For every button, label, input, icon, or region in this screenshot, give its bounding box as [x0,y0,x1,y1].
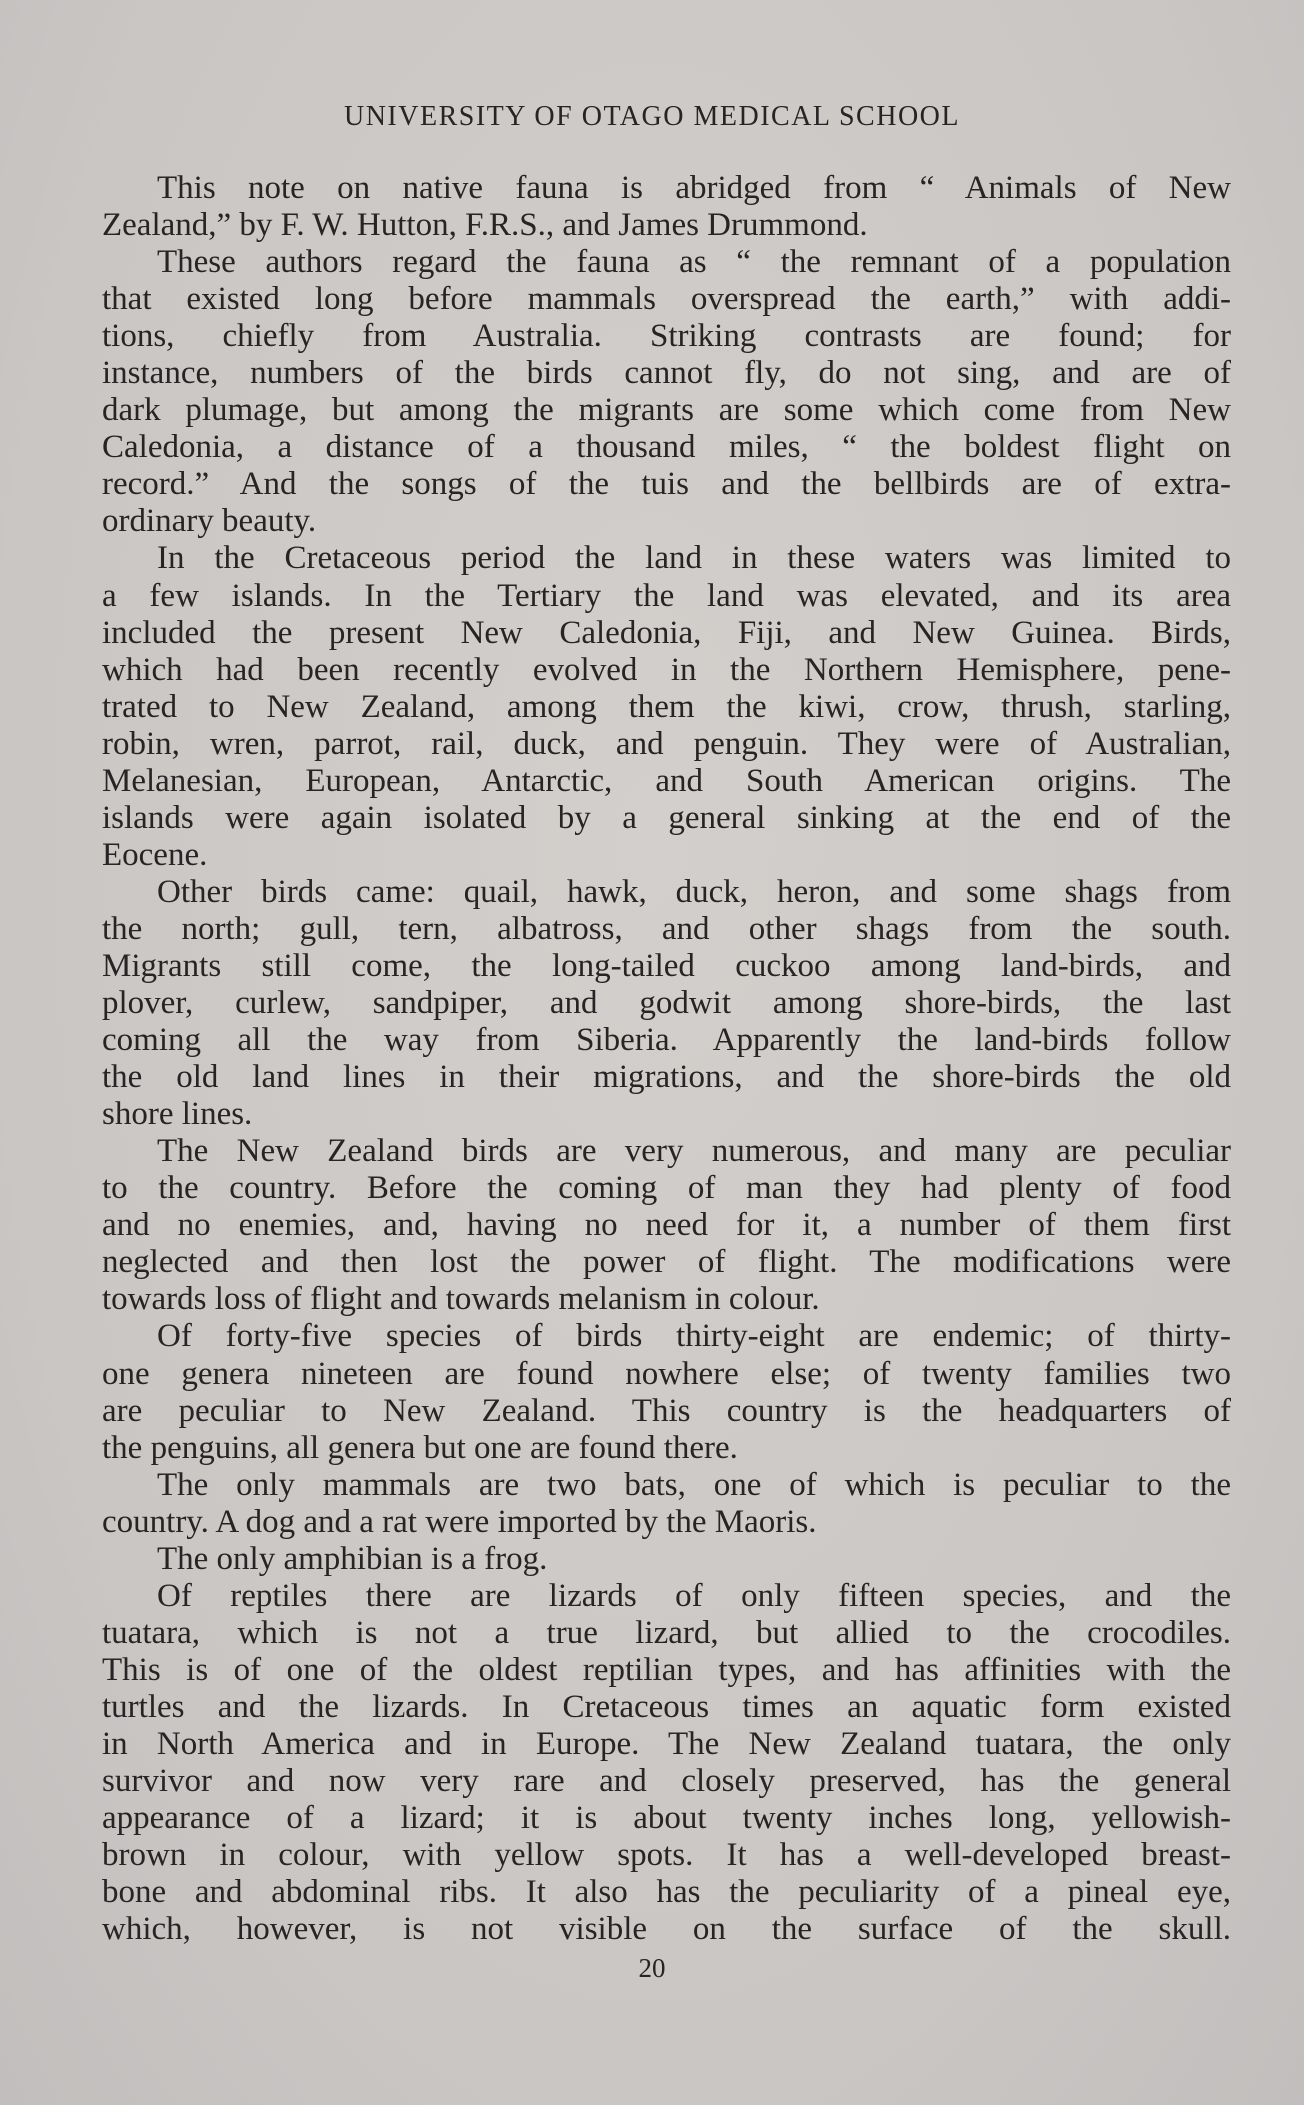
text-line: tions, chiefly from Australia. Striking contrasts are found; for [102,318,1231,355]
paragraph [102,540,1231,873]
text-line: The only amphibian is a frog. [157,1540,548,1577]
text-line: are peculiar to New Zealand. This country is the headquarters of [102,1392,1231,1429]
text-line: the old land lines in their migrations, and the shore-birds the old [102,1059,1231,1096]
text-line: The New Zealand birds are very numerous, and many are peculiar [157,1133,1231,1170]
text-line: Eocene. [102,836,208,873]
text-line: included the present New Caledonia, Fiji, and New Guinea. Birds, [102,614,1231,651]
text-line: Melanesian, European, Antarctic, and South American origins. The [102,762,1231,799]
text-line: In the Cretaceous period the land in these waters was limited to [157,540,1231,577]
paragraph [102,170,1231,244]
text-line: ordinary beauty. [102,503,317,540]
page-number: 20 [638,1953,666,1983]
text-line: turtles and the lizards. In Cretaceous times an aquatic form existed [102,1688,1231,1725]
paragraph [102,1133,1231,1318]
body-text [102,170,1231,1948]
text-line: trated to New Zealand, among them the kiwi, crow, thrush, starling, [102,688,1231,725]
text-line: The only mammals are two bats, one of which is peculiar to the [157,1466,1231,1503]
text-line: plover, curlew, sandpiper, and godwit among shore-birds, the last [102,985,1231,1022]
text-line: that existed long before mammals overspread the earth,” with addi- [102,281,1231,318]
text-line: Of reptiles there are lizards of only fifteen species, and the [157,1577,1231,1614]
text-line: bone and abdominal ribs. It also has the peculiarity of a pineal eye, [102,1874,1231,1911]
text-line: brown in colour, with yellow spots. It has a well-developed breast- [102,1837,1231,1874]
text-line: tuatara, which is not a true lizard, but allied to the crocodiles. [102,1614,1231,1651]
text-line: neglected and then lost the power of flight. The modifications were [102,1244,1231,1281]
paragraph [102,874,1231,1133]
text-line: to the country. Before the coming of man they had plenty of food [102,1170,1231,1207]
text-line: record.” And the songs of the tuis and the bellbirds are of extra- [102,466,1231,503]
text-line: Migrants still come, the long-tailed cuckoo among land-birds, and [102,947,1231,984]
text-line: Other birds came: quail, hawk, duck, heron, and some shags from [157,873,1231,910]
text-line: in North America and in Europe. The New Zealand tuatara, the only [102,1725,1231,1762]
text-line: Caledonia, a distance of a thousand miles, “ the boldest flight on [102,429,1231,466]
text-line: Of forty-five species of birds thirty-eight are endemic; of thirty- [157,1318,1231,1355]
text-line: This note on native fauna is abridged from “ Animals of New [157,170,1231,206]
paragraph [102,1578,1231,1948]
text-line: country. A dog and a rat were imported by the Maoris. [102,1503,817,1540]
text-line: a few islands. In the Tertiary the land was elevated, and its area [102,577,1231,614]
text-line: appearance of a lizard; it is about twenty inches long, yellowish- [102,1800,1231,1837]
text-line: which, however, is not visible on the surface of the skull. [102,1911,1231,1948]
text-line: the penguins, all genera but one are found there. [102,1429,738,1466]
text-line: shore lines. [102,1096,253,1133]
text-line: survivor and now very rare and closely preserved, has the general [102,1763,1231,1800]
text-line: dark plumage, but among the migrants are some which come from New [102,392,1231,429]
text-line: the north; gull, tern, albatross, and other shags from the south. [102,910,1231,947]
text-line: instance, numbers of the birds cannot fly, do not sing, and are of [102,355,1231,392]
paragraph [102,1541,1231,1578]
text-line: and no enemies, and, having no need for it, a number of them first [102,1207,1231,1244]
running-header: UNIVERSITY OF OTAGO MEDICAL SCHOOL [343,101,960,132]
text-line: Zealand,” by F. W. Hutton, F.R.S., and James Drummond. [102,207,868,244]
text-line: coming all the way from Siberia. Apparently the land-birds follow [102,1022,1231,1059]
paragraph [102,1467,1231,1541]
text-line: towards loss of flight and towards melanism in colour. [102,1281,820,1318]
text-line: one genera nineteen are found nowhere else; of twenty families two [102,1355,1231,1392]
paragraph [102,244,1231,540]
text-line: This is of one of the oldest reptilian types, and has affinities with the [102,1651,1231,1688]
text-line: which had been recently evolved in the Northern Hemisphere, pene- [102,651,1231,688]
paragraph [102,1318,1231,1466]
text-line: islands were again isolated by a general sinking at the end of the [102,799,1231,836]
text-line: These authors regard the fauna as “ the remnant of a population [157,244,1231,281]
text-line: robin, wren, parrot, rail, duck, and penguin. They were of Australian, [102,725,1231,762]
